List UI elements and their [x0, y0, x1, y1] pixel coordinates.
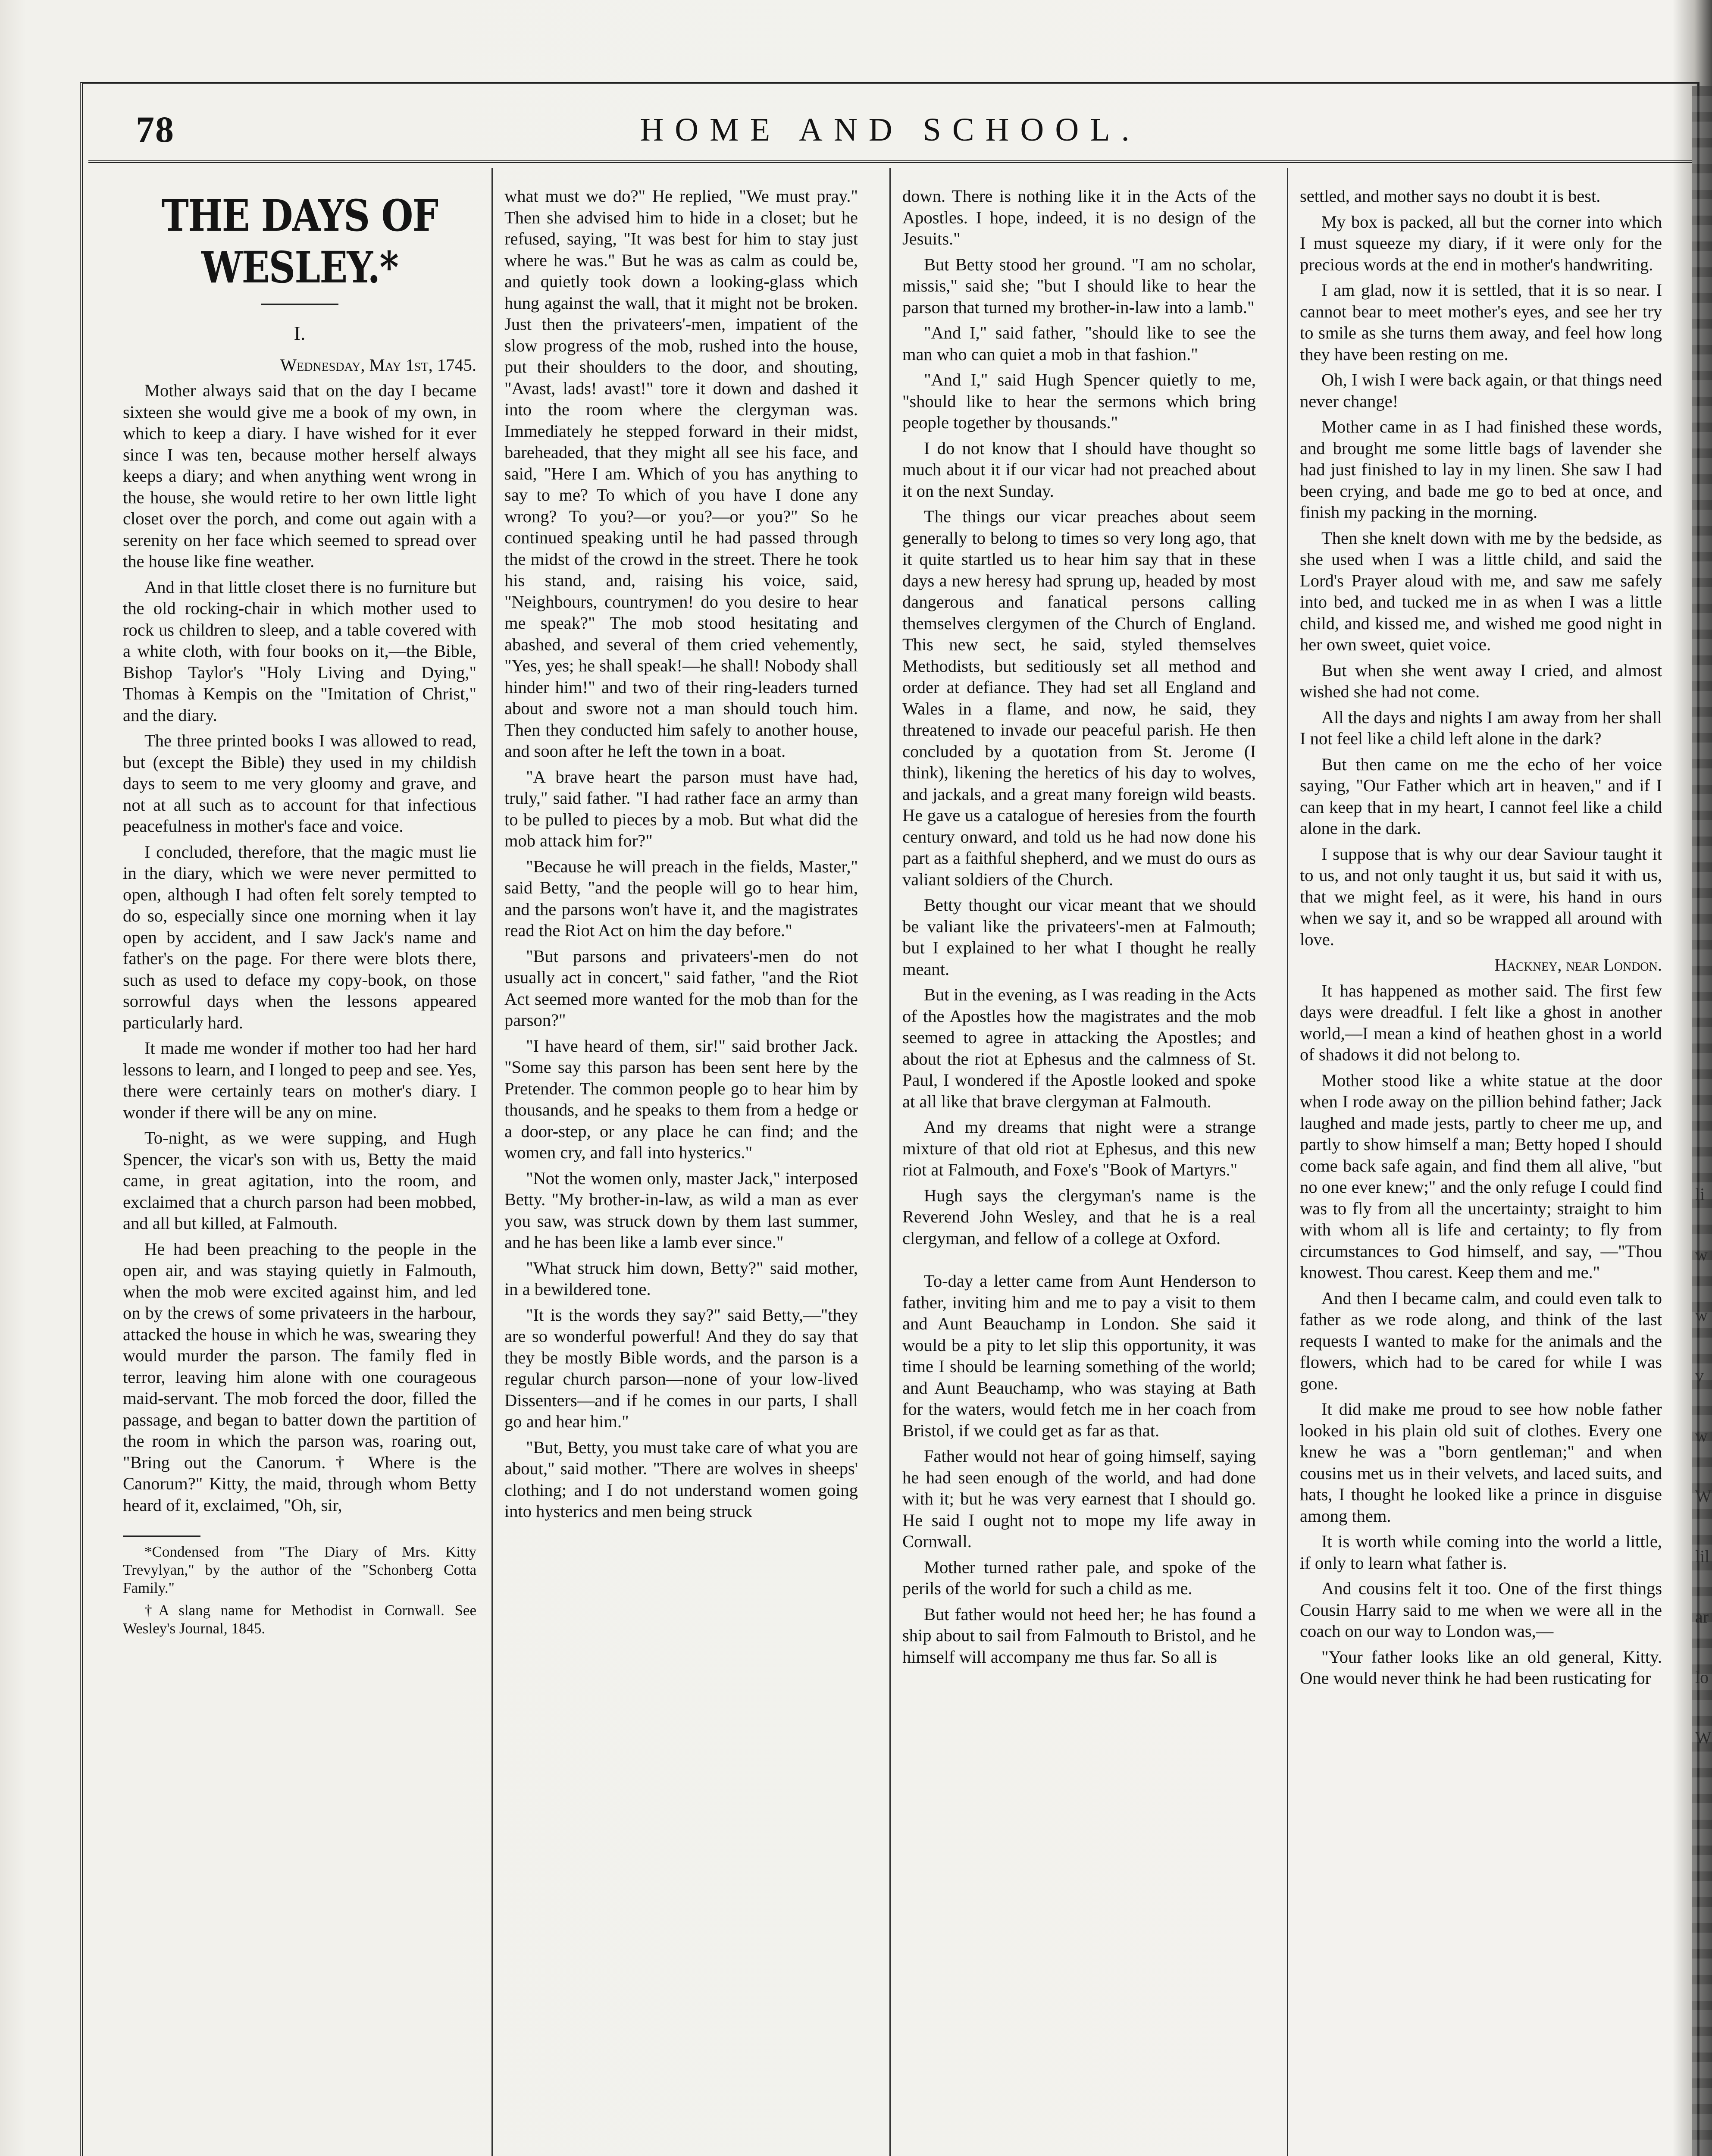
paragraph: And my dreams that night were a strange mixture of that old riot at Ephesus, and this new riot at Falmouth, and Foxe's "Book of Martyrs." — [902, 1117, 1256, 1179]
fragment-text: W — [1695, 1728, 1712, 1747]
section-number: I. — [294, 322, 306, 344]
paragraph: "A brave heart the parson must have had, truly," said father. "I had rather face an army than to be pulled to pieces by a mob. But what did the mob attack him for?" — [504, 767, 858, 850]
paragraph: "And I," said father, "should like to see the man who can quiet a mob in that fashion." — [902, 323, 1256, 364]
paragraph: It did make me proud to see how noble father looked in his plain old suit of clothes. Every one knew he was a "born gentleman;" and when cousins met us in their velvets, and laced suits, and hats, I thought he looked like a prince in disguise among them. — [1300, 1399, 1662, 1526]
paragraph: Father would not hear of going himself, saying he had seen enough of the world, and had done with it; but he was very earnest that I should go. He said I ought not to mope my life away in Cornwall. — [902, 1446, 1256, 1551]
paragraph: Mother came in as I had finished these words, and brought me some little bags of lavender she had just finished to lay in my linen. She saw I had been crying, and bade me go to bed at once, and finish my packing in the morning. — [1300, 417, 1662, 522]
paragraph: I am glad, now it is settled, that it is so near. I cannot bear to meet mother's eyes, and see her try to smile as she turns them away, and feel how long they have been resting on me. — [1300, 280, 1662, 364]
running-head — [88, 108, 1692, 160]
fragment-text: w — [1695, 1245, 1708, 1264]
fragment-text: li — [1695, 1185, 1705, 1204]
paragraph: It has happened as mother said. The first few days were dreadful. I felt like a ghost in another world,—I mean a kind of heathen ghost in a world of shadows it did not belong to. — [1300, 981, 1662, 1064]
paragraph: But father would not heed her; he has found a ship about to sail from Falmouth to Bristol, and he himself will accompany me thus far. So all is — [902, 1604, 1256, 1667]
paragraph: To-night, as we were supping, and Hugh Spencer, the vicar's son with us, Betty the maid came, in great agitation, into the room, and exclaimed that a church parson had been mobbed, and all but killed, at Falmouth. — [123, 1128, 476, 1233]
subhead: Hackney, near London. — [1494, 955, 1662, 975]
paragraph: "But, Betty, you must take care of what you are about," said mother. "There are wolves in sheeps' clothing; and I do not understand women going into hysterics and men being struck — [504, 1437, 858, 1521]
fragment-text: w — [1695, 1305, 1708, 1325]
paragraph: "Not the women only, master Jack," interposed Betty. "My brother-in-law, as wild a man as ever you saw, was struck down by them last summer, and he has been like a lamb ever since." — [504, 1168, 858, 1252]
paragraph: "Your father looks like an old general, Kitty. One would never think he had been rusticating for — [1300, 1647, 1662, 1688]
footnote-rule — [123, 1536, 200, 1537]
paragraph: Mother always said that on the day I became sixteen she would give me a book of my own, in which to keep a diary. I have wished for it ever since I was ten, because mother herself always keeps a diary; and when anything went wrong in the house, she would retire to her own little light closet over the porch, and come out again with a serenity on her face which seemed to spread over the house like fine weather. — [123, 381, 476, 571]
footnote: *Condensed from "The Diary of Mrs. Kitty Trevylyan," by the author of the "Schonberg Cotta Family." — [123, 1543, 476, 1596]
paragraph: I do not know that I should have thought so much about it if our vicar had not preached about it on the next Sunday. — [902, 438, 1256, 501]
column-rule — [491, 168, 493, 2156]
dateline: Wednesday, May 1st, 1745. — [280, 355, 476, 375]
column-3 — [902, 185, 1256, 1672]
paragraph: Betty thought our vicar meant that we should be valiant like the privateers'-men at Falmouth; but I explained to her what I thought he really meant. — [902, 895, 1256, 979]
column-rule — [1287, 168, 1288, 2156]
fragment-text: v — [1695, 1366, 1704, 1385]
fragment-text: w — [1695, 1426, 1708, 1445]
paragraph: what must we do?" He replied, "We must pray." Then she advised him to hide in a closet; but he refused, saying, "It was best for him to stay just where he was." But he was as calm as could be, and quietly took down a looking-glass which hung against the wall, that it might not be broken. Just then the privateers'-men, impatient of the slow progress of the mob, rushed into the house, put their shoulders to the door, and shouting, "Avast, lads! avast!" tore it down and dashed it into the room where the clergyman was. Immediately he stepped forward in their midst, bareheaded, that they might all see his face, and said, "Here I am. Which of you has anything to say to me? To which of you have I done any wrong? To you?—or you?—or you?" So he continued speaking until he had passed through the midst of the crowd in the street. There he took his stand, and, raising his voice, said, "Neighbours, countrymen! do you desire to hear me speak?" The mob stood hesitating and abashed, and several of them cried vehemently, "Yes, yes; he shall speak!—he shall! Nobody shall hinder him!" and two of their ring-leaders turned about and swore not a man should touch him. Then they conducted him safely to another house, and soon after he left the town in a boat. — [504, 186, 858, 761]
paragraph: "But parsons and privateers'-men do not usually act in concert," said father, "and the Riot Act seemed more wanted for the mob than for the parson?" — [504, 946, 858, 1030]
paragraph: To-day a letter came from Aunt Henderson to father, inviting him and me to pay a visit to them and Aunt Beauchamp in London. She said it would be a pity to let slip this opportunity, it was time I should be learning something of the world; and Aunt Beauchamp, who was staying at Bath for the waters, would fetch me in her coach from Bristol, if we could get as far as that. — [902, 1271, 1256, 1440]
column-4 — [1300, 185, 1662, 1693]
paragraph: Oh, I wish I were back again, or that things need never change! — [1300, 370, 1662, 411]
paragraph: The three printed books I was allowed to read, but (except the Bible) they used in my childish days to seem to me very gloomy and grave, and not at all such as to account for that infectious peacefulness in mother's face and voice. — [123, 731, 476, 836]
binding-edge — [1692, 86, 1712, 2156]
paragraph: settled, and mother says no doubt it is best. — [1300, 186, 1601, 206]
paragraph: "What struck him down, Betty?" said mother, in a bewildered tone. — [504, 1258, 858, 1299]
paragraph: "I have heard of them, sir!" said brother Jack. "Some say this parson has been sent here by the Pretender. The common people go to hear him by thousands, and he speaks to them from a hedge or a door-step, or any place he can find; and the women cry, and fall into hysterics." — [504, 1036, 858, 1162]
fragment-text: W — [1695, 1486, 1712, 1506]
paragraph: Mother stood like a white statue at the door when I rode away on the pillion behind father; Jack laughed and made jests, partly to cheer me up, and partly to show himself a man; Betty hoped I should come back safe again, and find them all alive, "but no one ever knew;" and the only refuge I could find was to fly from all the uncertainty; straight to him with whom all is life and certainty; to fly from circumstances to God himself, and say, —"Thou knowest. Thou carest. Keep them and me." — [1300, 1070, 1662, 1282]
paragraph: Then she knelt down with me by the bedside, as she used when I was a little child, and said the Lord's Prayer aloud with me, and saw me safely into bed, and tucked me in as when I was a little child, and kissed me, and wished me good night in her own sweet, quiet voice. — [1300, 528, 1662, 654]
paragraph: Mother turned rather pale, and spoke of the perils of the world for such a child as me. — [902, 1557, 1256, 1598]
paragraph: down. There is nothing like it in the Acts of the Apostles. I hope, indeed, it is no design of the Jesuits." — [902, 186, 1256, 248]
paragraph: But when she went away I cried, and almost wished she had not come. — [1300, 660, 1662, 701]
page-number: 78 — [136, 109, 175, 150]
paragraph: But Betty stood her ground. "I am no scholar, missis," said she; "but I should like to hear the parson that turned my brother-in-law into a lamb." — [902, 254, 1256, 317]
paragraph: It made me wonder if mother too had her hard lessons to learn, and I longed to peep and see. Yes, there were certainly tears on mother's diary. I wonder if there will be any on mine. — [123, 1038, 476, 1122]
column-rule — [889, 168, 891, 2156]
paragraph: "And I," said Hugh Spencer quietly to me, "should like to hear the sermons which bring people together by thousands." — [902, 370, 1256, 432]
adjacent-page-fragments — [1695, 1164, 1712, 1768]
fragment-text: lil — [1695, 1547, 1710, 1566]
paragraph: And cousins felt it too. One of the first things Cousin Harry said to me when we were all in the coach on our way to London was,— — [1300, 1579, 1662, 1641]
journal-title: HOME AND SCHOOL. — [640, 112, 1141, 148]
paragraph: I concluded, therefore, that the magic must lie in the diary, which we were never permitted to open, although I had often felt sorely tempted to do so, especially since one morning when it lay open by accident, and I saw Jack's name and father's on the page. For there were blots there, such as used to deface my copy-book, on those sorrowful days when the lessons appeared particularly hard. — [123, 842, 476, 1032]
fragment-text: lo — [1695, 1667, 1709, 1687]
column-1 — [123, 185, 476, 1642]
paragraph: And in that little closet there is no furniture but the old rocking-chair in which mother used to rock us children to sleep, and a table covered with a white cloth, with four books on it,—the Bible, Bishop Taylor's "Holy Living and Dying," Thomas à Kempis on the "Imitation of Christ," and the diary. — [123, 577, 476, 725]
paragraph: He had been preaching to the people in the open air, and was staying quietly in Falmouth, when the mob were excited against him, and led on by the crews of some privateers in the harbour, attacked the house in which he was, swearing they would murder the parson. The family fled in terror, leaving him alone with one courageous maid-servant. The mob forced the door, filled the passage, and began to batter down the partition of the room in which the parson was, roaring out, "Bring out the Canorum.† Where is the Canorum?" Kitty, the maid, through whom Betty heard of it, exclaimed, "Oh, sir, — [123, 1239, 476, 1515]
paragraph: And then I became calm, and could even talk to father as we rode along, and think of the last requests I wanted to make for the animals and the flowers, which had to be cared for while I was gone. — [1300, 1288, 1662, 1393]
paragraph: I suppose that is why our dear Saviour taught it to us, and not only taught it us, but said it with us, that we might feel, as it were, his hand in ours when we say it, and so be wrapped all around with love. — [1300, 844, 1662, 949]
fragment-text: ar — [1695, 1607, 1709, 1626]
header-rule — [88, 160, 1692, 163]
title-rule — [261, 304, 338, 305]
footnote: †A slang name for Methodist in Cornwall. See Wesley's Journal, 1845. — [123, 1602, 476, 1637]
paragraph: "Because he will preach in the fields, Master," said Betty, "and the people will go to hear him, and the parsons won't have it, and the magistrates read the Riot Act on him the day before." — [504, 856, 858, 940]
paragraph: My box is packed, all but the corner into which I must squeeze my diary, if it were only for the precious words at the end in mother's handwriting. — [1300, 212, 1662, 274]
article-title: THE DAYS OF WESLEY.* — [161, 190, 438, 293]
paragraph: But then came on me the echo of her voice saying, "Our Father which art in heaven," and if I can keep that in my heart, I cannot feel like a child alone in the dark. — [1300, 754, 1662, 838]
column-2 — [504, 185, 858, 1526]
paragraph: But in the evening, as I was reading in the Acts of the Apostles how the magistrates and the mob seemed to agree in attacking the Apostles; and about the riot at Ephesus and the calmness of St. Paul, I wondered if the Apostle looked and spoke at all like that brave clergyman at Falmouth. — [902, 985, 1256, 1111]
paragraph: It is worth while coming into the world a little, if only to learn what father is. — [1300, 1532, 1662, 1573]
paragraph: The things our vicar preaches about seem generally to belong to times so very long ago, that it quite startled us to hear him say that in these days a new heresy had sprung up, headed by most dangerous and fanatical persons calling themselves clergymen of the Church of England. This new sect, he said, styled themselves Methodists, but seditiously set all method and order at defiance. They had set all England and Wales in a flame, and now, he said, they threatened to invade our peaceful parish. He then concluded by a quotation from St. Jerome (I think), likening the heretics of his day to wolves, and jackals, and a great many foreign wild beasts. He gave us a catalogue of heresies from the fourth century onward, and told us he had now done his part as a faithful shepherd, and we must do ours as valiant soldiers of the Church. — [902, 507, 1256, 889]
paragraph: Hugh says the clergyman's name is the Reverend John Wesley, and that he is a real clergyman, and fellow of a college at Oxford. — [902, 1185, 1256, 1248]
paragraph: "It is the words they say?" said Betty,—"they are so wonderful powerful! And they do say that they be mostly Bible words, and the parson is a regular church parson—none of your low-lived Dissenters—and if he comes in our parts, I shall go and hear him." — [504, 1305, 858, 1431]
paragraph: All the days and nights I am away from her shall I not feel like a child left alone in the dark? — [1300, 707, 1662, 748]
